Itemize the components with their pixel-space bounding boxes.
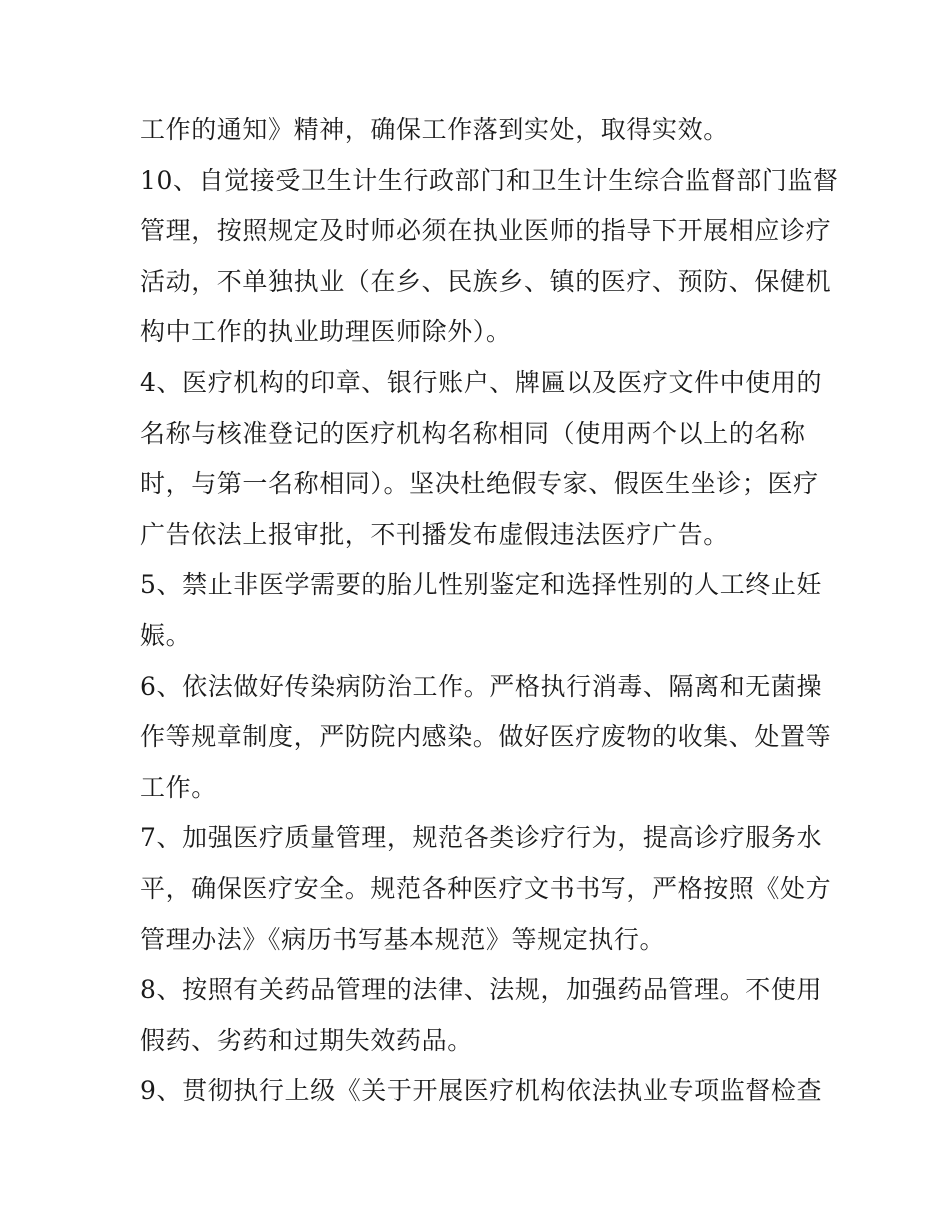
text-line: 9、贯彻执行上级《关于开展医疗机构依法执业专项监督检查 bbox=[140, 1076, 823, 1105]
text-line: 构中工作的执业助理医师除外）。 bbox=[140, 317, 512, 346]
text-line: 名称与核准登记的医疗机构名称相同（使用两个以上的名称 bbox=[140, 419, 806, 448]
text-line: 广告依法上报审批，不刊播发布虚假违法医疗广告。 bbox=[140, 520, 729, 549]
text-line: 假药、劣药和过期失效药品。 bbox=[140, 1026, 473, 1055]
text-line: 工作。 bbox=[140, 773, 217, 802]
text-line: 6、依法做好传染病防治工作。严格执行消毒、隔离和无菌操 bbox=[140, 672, 823, 701]
text-line: 工作的通知》精神，确保工作落到实处，取得实效。 bbox=[140, 115, 729, 144]
text-line: 8、按照有关药品管理的法律、法规，加强药品管理。不使用 bbox=[140, 975, 823, 1004]
text-line: 平，确保医疗安全。规范各种医疗文书书写，严格按照《处方 bbox=[140, 874, 832, 903]
text-line: 作等规章制度，严防院内感染。做好医疗废物的收集、处置等 bbox=[140, 722, 832, 751]
text-line: 4、医疗机构的印章、银行账户、牌匾以及医疗文件中使用的 bbox=[140, 368, 823, 397]
text-line: 5、禁止非医学需要的胎儿性别鉴定和选择性别的人工终止妊 bbox=[140, 570, 823, 599]
text-line: 娠。 bbox=[140, 621, 192, 650]
text-line: 10、自觉接受卫生计生行政部门和卫生计生综合监督部门监督 bbox=[140, 166, 839, 195]
text-line: 管理办法》《病历书写基本规范》等规定执行。 bbox=[140, 925, 666, 954]
text-line: 活动，不单独执业（在乡、民族乡、镇的医疗、预防、保健机 bbox=[140, 267, 832, 296]
text-line: 时，与第一名称相同）。坚决杜绝假专家、假医生坐诊；医疗 bbox=[140, 469, 819, 498]
text-line: 7、加强医疗质量管理，规范各类诊疗行为，提高诊疗服务水 bbox=[140, 823, 823, 852]
text-line: 管理，按照规定及时师必须在执业医师的指导下开展相应诊疗 bbox=[140, 216, 832, 245]
